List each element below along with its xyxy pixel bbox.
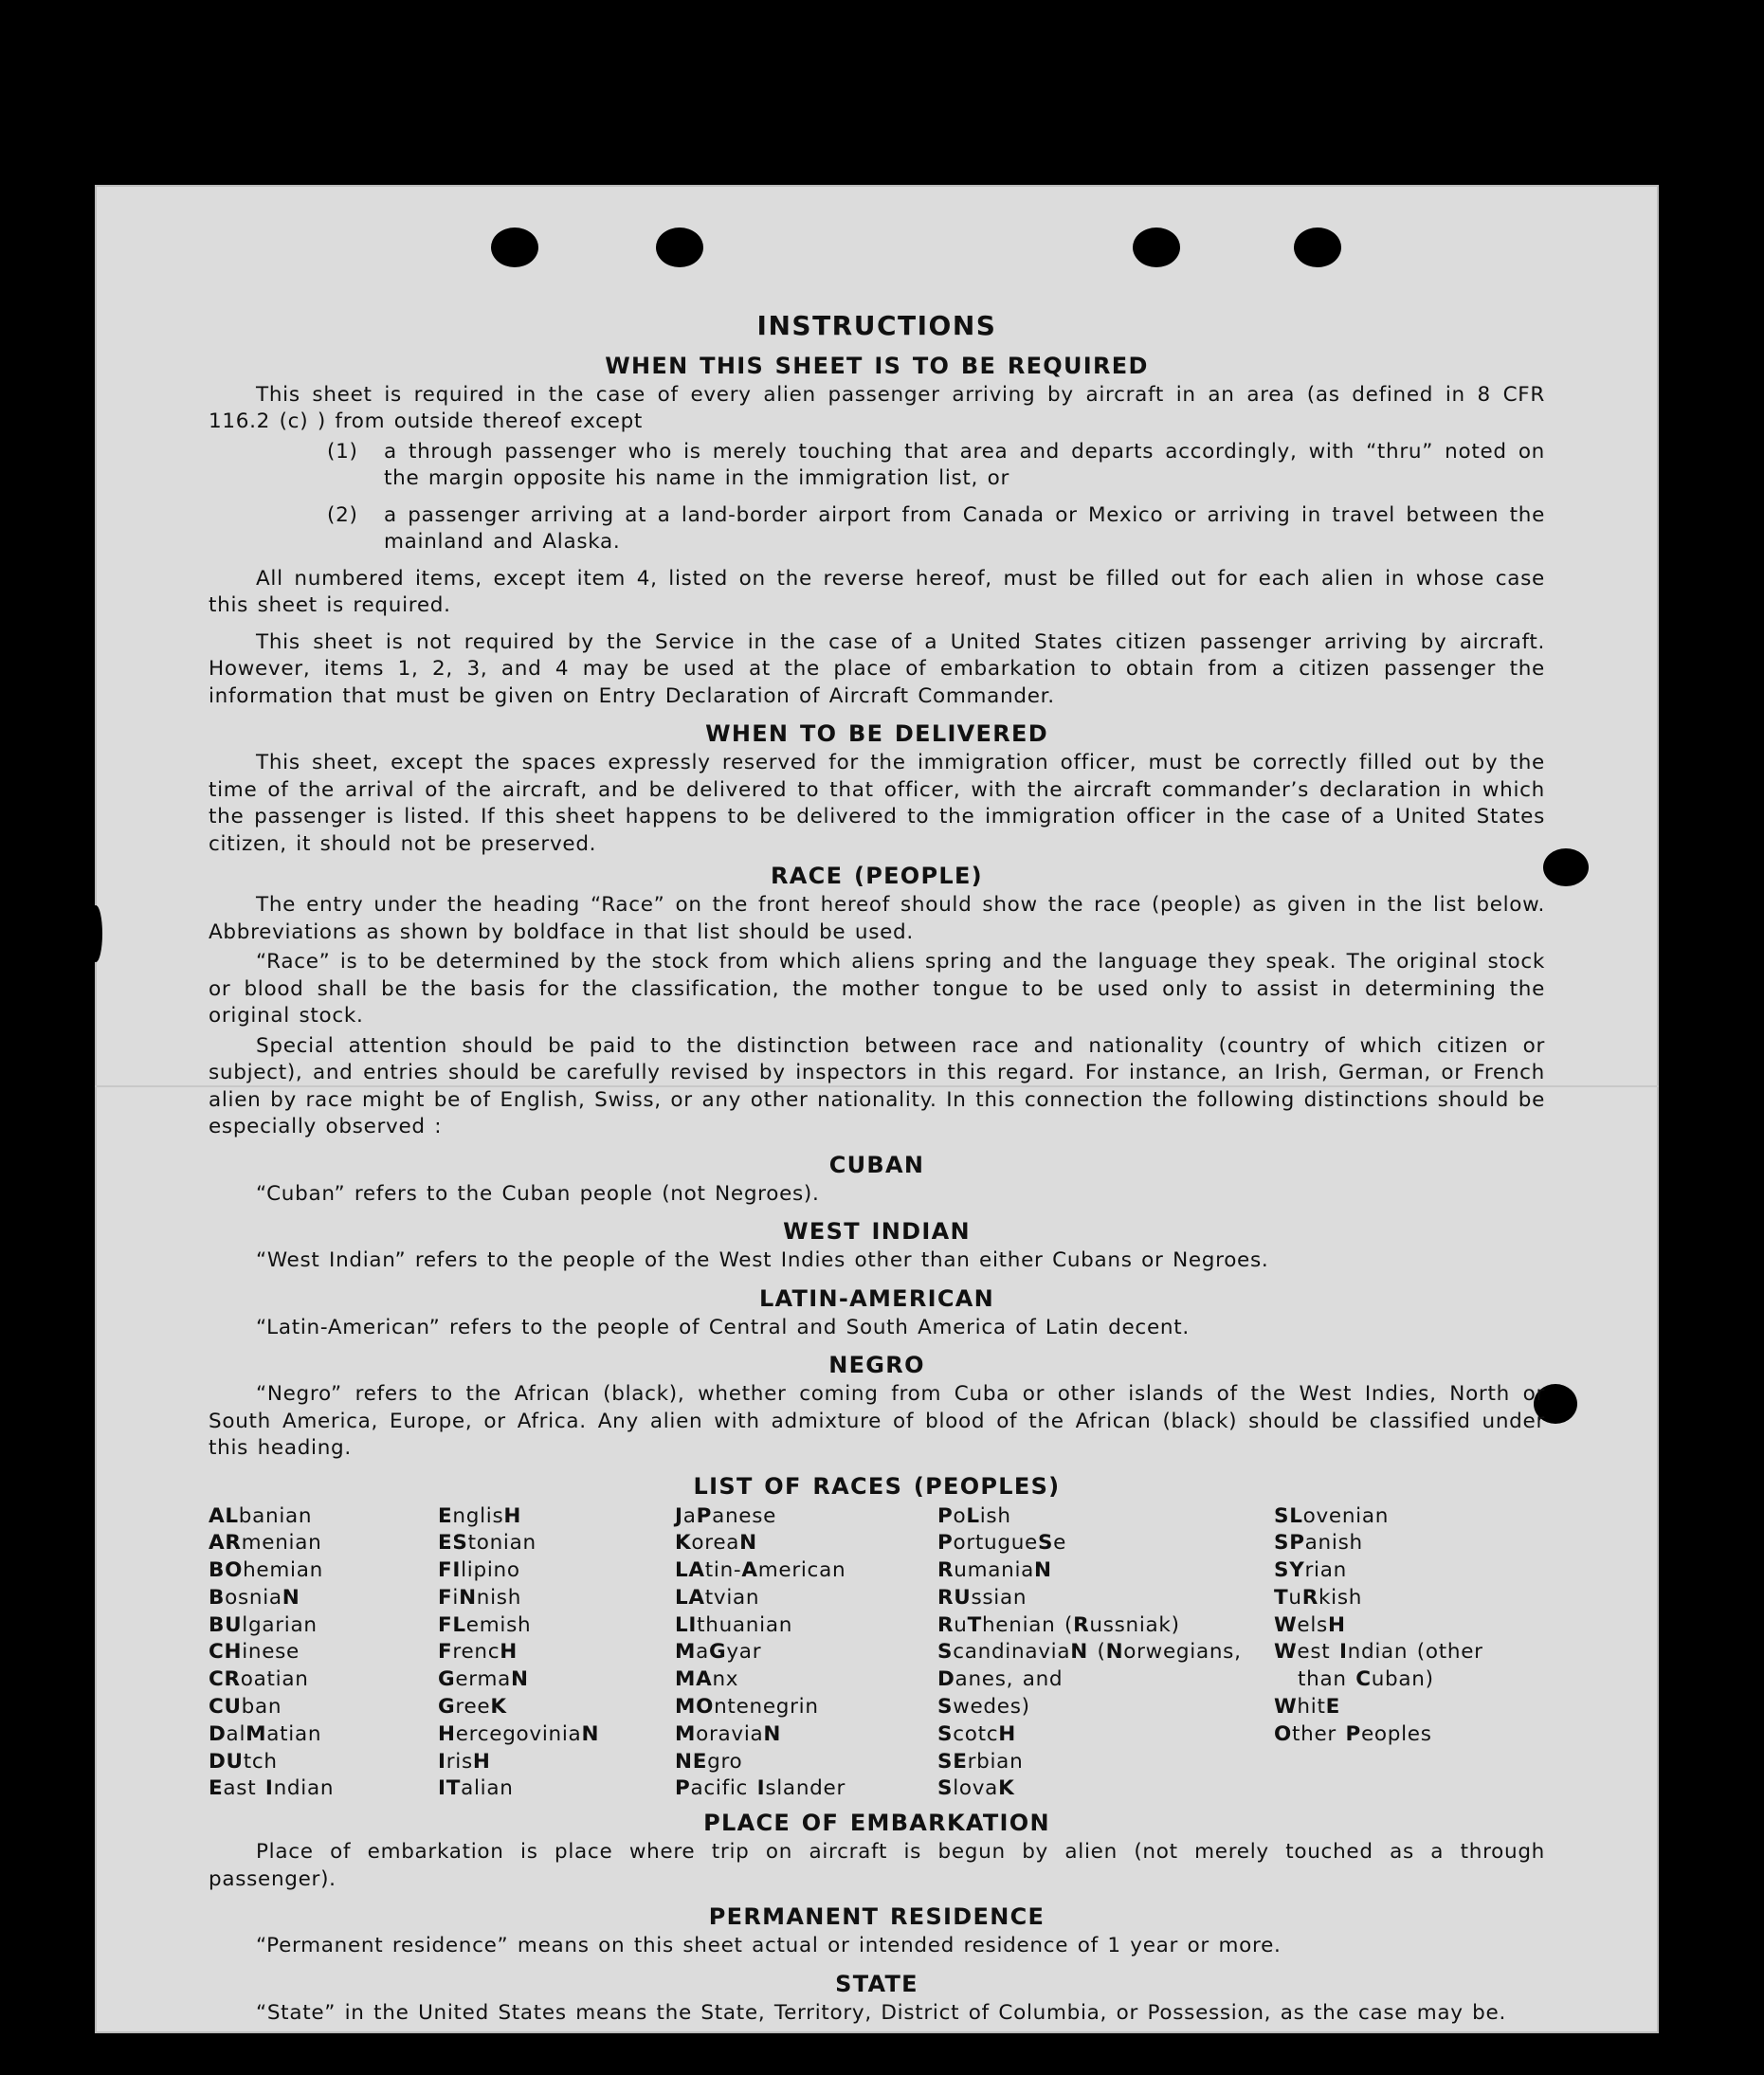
race-entry: WhitE (1274, 1695, 1340, 1720)
race-entry: RuThenian (Russniak) (937, 1612, 1180, 1637)
paragraph: “West Indian” refers to the people of the West Indies other than either Cubans or Negroes. (256, 1248, 1269, 1272)
race-entry: ALbanian (209, 1503, 313, 1528)
item-number: (2) (327, 502, 358, 527)
race-entry: MoraviaN (675, 1721, 782, 1746)
page-title: INSTRUCTIONS (756, 310, 997, 341)
race-entry: FIlipino (438, 1558, 520, 1583)
race-entry: Other Peoples (1274, 1721, 1432, 1746)
race-entry: SLovenian (1274, 1503, 1390, 1528)
races-column (675, 1503, 937, 1804)
race-entry: GreeK (438, 1695, 507, 1720)
race-entry: SPanish (1274, 1531, 1363, 1556)
race-entry: MaGyar (675, 1640, 762, 1665)
race-entry: WelsH (1274, 1612, 1346, 1637)
race-entry: DUtch (209, 1749, 278, 1774)
section-heading-residence: PERMANENT RESIDENCE (708, 1903, 1046, 1931)
section-heading-cuban: CUBAN (828, 1151, 925, 1178)
race-entry: PoLish (937, 1503, 1011, 1528)
race-entry: than Cuban) (1298, 1667, 1434, 1692)
race-entry: ITalian (438, 1776, 514, 1801)
races-column (209, 1503, 438, 1804)
paragraph: This sheet, except the spaces expressly reserved for the immigration officer, must be correctly filled out by the time of the arrival of the aircraft, and be delivered to that officer, with the aircraft commander’s declaration in which the passenger is listed. If this sheet happens to be delivered to the immigration officer in the case of a United States citizen, it should not be preserved. (209, 751, 1545, 856)
punch-hole (1294, 228, 1341, 267)
race-entry: FLemish (438, 1612, 532, 1637)
section-heading-state: STATE (835, 1970, 918, 1997)
race-entry: JaPanese (675, 1503, 777, 1528)
instructions-content (209, 310, 1545, 2036)
race-entry: LAtvian (675, 1585, 760, 1610)
race-entry: LAtin-American (675, 1558, 846, 1583)
paragraph: “State” in the United States means the State, Territory, District of Columbia, or Possession, as the case may be. (256, 2000, 1506, 2025)
list-item (327, 439, 1545, 493)
race-entry: CHinese (209, 1640, 300, 1665)
paragraph: The entry under the heading “Race” on the front hereof should show the race (people) as given in the list below. Abbreviations as shown by boldface in that list should be used. (209, 893, 1545, 944)
race-entry: NEgro (675, 1749, 743, 1774)
paragraph: This sheet is required in the case of every alien passenger arriving by aircraft in an area (as defined in 8 CFR 116.2 (c) ) from outside thereof except (209, 382, 1545, 433)
paragraph: “Permanent residence” means on this sheet actual or intended residence of 1 year or more. (256, 1934, 1282, 1958)
race-entry: FiNnish (438, 1585, 522, 1610)
race-entry: BosniaN (209, 1585, 300, 1610)
paragraph: “Latin-American” refers to the people of Central and South America of Latin decent. (256, 1315, 1190, 1339)
paragraph: This sheet is not required by the Service in the case of a United States citizen passenger arriving by aircraft. However, items 1, 2, 3, and 4 may be used at the place of embarkation to obtain from a citizen passenger the information that must be given on Entry Declaration of Aircraft Commander. (209, 629, 1545, 708)
race-entry: BOhemian (209, 1558, 323, 1583)
race-entry: RumaniaN (937, 1558, 1052, 1583)
race-entry: CUban (209, 1695, 282, 1720)
race-entry: IrisH (438, 1749, 491, 1774)
section-heading-list-of-races: LIST OF RACES (PEOPLES) (693, 1472, 1061, 1500)
section-heading-negro: NEGRO (828, 1352, 925, 1378)
item-text: a through passenger who is merely touching that area and departs accordingly, with “thru” noted on the margin opposite his name in the immigration list, or (384, 439, 1545, 490)
item-text: a passenger arriving at a land-border airport from Canada or Mexico or arriving in travel between the mainland and Alaska. (384, 502, 1545, 554)
race-entry: ScandinaviaN (Norwegians, (937, 1640, 1242, 1665)
race-entry: SErbian (937, 1749, 1024, 1774)
paragraph: Special attention should be paid to the distinction between race and nationality (country of which citizen or subject), and entries should be carefully revised by inspectors in this regard. For instance, an Irish, German, or French alien by race might be of English, Swiss, or any other nationality. In this connection the following distinctions should be especially observed : (209, 1033, 1545, 1138)
document-sheet (95, 185, 1659, 2033)
race-entry: ARmenian (209, 1531, 322, 1556)
race-entry: DalMatian (209, 1721, 322, 1746)
paragraph: Place of embarkation is place where trip on aircraft is begun by alien (not merely touched as a through passenger). (209, 1840, 1545, 1891)
item-number: (1) (327, 439, 358, 464)
race-entry: Swedes) (937, 1695, 1030, 1720)
race-entry: West Indian (other (1274, 1640, 1483, 1665)
section-heading-required: WHEN THIS SHEET IS TO BE REQUIRED (605, 352, 1149, 379)
race-entry: Danes, and (937, 1667, 1064, 1692)
race-entry: TuRkish (1274, 1585, 1363, 1610)
race-entry: EStonian (438, 1531, 536, 1556)
race-entry: ScotcH (937, 1721, 1016, 1746)
races-column (1274, 1503, 1545, 1804)
paragraph: “Negro” refers to the African (black), whether coming from Cuba or other islands of the West Indies, North or South America, Europe, or Africa. Any alien with admixture of blood of the African (black) should be classified under this heading. (209, 1382, 1545, 1460)
race-entry: PortugueSe (937, 1531, 1067, 1556)
races-column (438, 1503, 675, 1804)
race-entry: SlovaK (937, 1776, 1015, 1801)
punch-hole (491, 228, 538, 267)
races-list (209, 1503, 1545, 1804)
race-entry: KoreaN (675, 1531, 757, 1556)
list-item (327, 502, 1545, 556)
race-entry: GermaN (438, 1667, 529, 1692)
race-entry: MAnx (675, 1667, 739, 1692)
race-entry: East Indian (209, 1776, 335, 1801)
section-heading-west-indian: WEST INDIAN (783, 1218, 971, 1245)
paragraph: “Cuban” refers to the Cuban people (not Negroes). (256, 1181, 820, 1206)
race-entry: LIthuanian (675, 1612, 793, 1637)
race-entry: CRoatian (209, 1667, 309, 1692)
race-entry: HercegoviniaN (438, 1721, 600, 1746)
race-entry: FrencH (438, 1640, 518, 1665)
section-heading-race: RACE (PEOPLE) (771, 863, 983, 889)
punch-hole (656, 228, 703, 267)
ink-blot (1543, 848, 1589, 886)
race-entry: RUssian (937, 1585, 1027, 1610)
race-entry: EnglisH (438, 1503, 522, 1528)
punch-hole (1133, 228, 1180, 267)
race-entry: BUlgarian (209, 1612, 318, 1637)
race-entry: SYrian (1274, 1558, 1347, 1583)
race-entry: MOntenegrin (675, 1695, 819, 1720)
race-entry: Pacific Islander (675, 1776, 846, 1801)
section-heading-latin-american: LATIN-AMERICAN (758, 1284, 995, 1312)
section-heading-delivered: WHEN TO BE DELIVERED (705, 720, 1048, 747)
races-column (937, 1503, 1274, 1804)
ink-blot (89, 905, 102, 962)
paragraph: “Race” is to be determined by the stock from which aliens spring and the language they speak. The original stock or blood shall be the basis for the classification, the mother tongue to be used only to assist in determining the original stock. (209, 950, 1545, 1028)
section-heading-embarkation: PLACE OF EMBARKATION (703, 1810, 1050, 1837)
paragraph: All numbered items, except item 4, listed on the reverse hereof, must be filled out for each alien in whose case this sheet is required. (209, 566, 1545, 617)
